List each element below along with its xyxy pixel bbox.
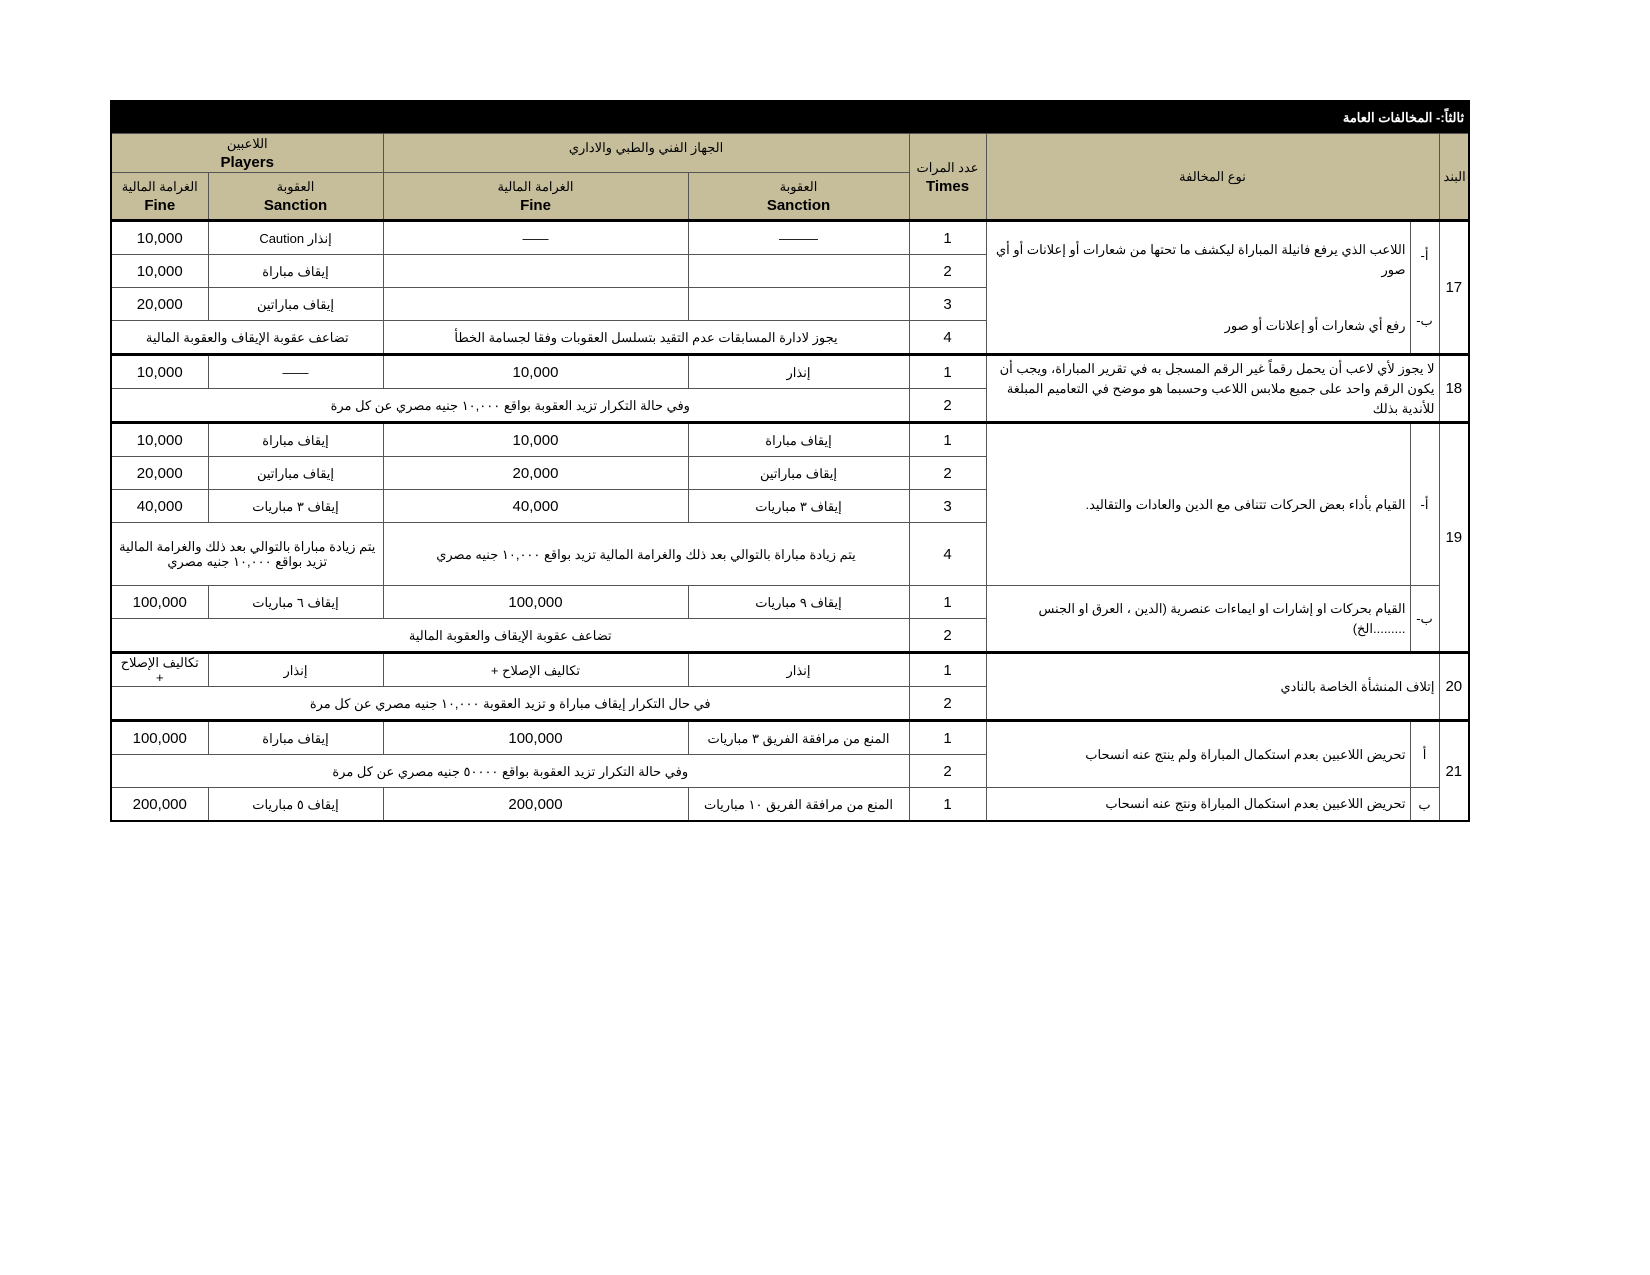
times: 4 bbox=[909, 523, 986, 586]
players-sanction: إيقاف مباراة bbox=[208, 423, 383, 457]
times: 3 bbox=[909, 490, 986, 523]
sub-letter: أ bbox=[1410, 721, 1439, 788]
sub-letter: ب- bbox=[1410, 586, 1439, 653]
item-number: 20 bbox=[1439, 653, 1469, 721]
players-fine: 100,000 bbox=[111, 721, 208, 755]
item-number: 21 bbox=[1439, 721, 1469, 822]
players-sanction: إيقاف ٥ مباريات bbox=[208, 788, 383, 822]
staff-fine: —— bbox=[383, 221, 688, 255]
staff-fine: 100,000 bbox=[383, 721, 688, 755]
violation-21b: تحريض اللاعبين بعدم استكمال المباراة ونتج عنه انسحاب bbox=[986, 788, 1410, 822]
times: 1 bbox=[909, 423, 986, 457]
times: 1 bbox=[909, 221, 986, 255]
players-fine: 10,000 bbox=[111, 255, 208, 288]
violation-19b: القيام بحركات او إشارات او ايماءات عنصرية (الدين ، العرق او الجنس .........الخ) bbox=[986, 586, 1410, 653]
players-sanction: —— bbox=[208, 355, 383, 389]
players-sanction: إيقاف ٦ مباريات bbox=[208, 586, 383, 619]
players-fine: 20,000 bbox=[111, 288, 208, 321]
violation-19a: القيام بأداء بعض الحركات تتنافى مع الدين والعادات والتقاليد. bbox=[986, 423, 1410, 586]
players-sanction: إيقاف مباراة bbox=[208, 721, 383, 755]
staff-fine bbox=[383, 288, 688, 321]
times: 2 bbox=[909, 389, 986, 423]
staff-sanction: إيقاف ٣ مباريات bbox=[688, 490, 909, 523]
sub-letter: أ- bbox=[1410, 423, 1439, 586]
players-fine: 200,000 bbox=[111, 788, 208, 822]
item-number: 17 bbox=[1439, 221, 1469, 355]
players-sanction: إيقاف مباراة bbox=[208, 255, 383, 288]
players-fine: 40,000 bbox=[111, 490, 208, 523]
players-fine: 10,000 bbox=[111, 221, 208, 255]
section-title: ثالثاً:- المخالفات العامة bbox=[111, 101, 1469, 134]
times: 3 bbox=[909, 288, 986, 321]
staff-sanction: إيقاف مباراة bbox=[688, 423, 909, 457]
players-fine: 100,000 bbox=[111, 586, 208, 619]
repeat-note: تضاعف عقوبة الإيقاف والعقوبة المالية bbox=[111, 619, 909, 653]
violation-21a: تحريض اللاعبين بعدم استكمال المباراة ولم ينتج عنه انسحاب bbox=[986, 721, 1410, 788]
staff-sanction: المنع من مرافقة الفريق ١٠ مباريات bbox=[688, 788, 909, 822]
staff-sanction bbox=[688, 288, 909, 321]
players-sanction: إنذار Caution bbox=[208, 221, 383, 255]
repeat-note: وفي حالة التكرار تزيد العقوبة بواقع ٥٠٠٠٠ جنيه مصري عن كل مرة bbox=[111, 755, 909, 788]
violation-18: لا يجوز لأي لاعب أن يحمل رقماً غير الرقم المسجل به في تقرير المباراة، ويجب أن يكون الرقم واحد على جميع ملابس اللاعب وحسبما هو موضح في التعاميم المبلغة للأندية بذلك bbox=[986, 355, 1439, 423]
repeat-note: في حال التكرار إيقاف مباراة و تزيد العقوبة ١٠,٠٠٠ جنيه مصري عن كل مرة bbox=[111, 687, 909, 721]
staff-fine: 40,000 bbox=[383, 490, 688, 523]
staff-fine bbox=[383, 255, 688, 288]
players-fine: 10,000 bbox=[111, 355, 208, 389]
staff-header: الجهاز الفني والطبي والاداري bbox=[383, 134, 909, 173]
times: 1 bbox=[909, 721, 986, 755]
item-number: 19 bbox=[1439, 423, 1469, 653]
table-row bbox=[111, 221, 1469, 255]
item-number: 18 bbox=[1439, 355, 1469, 423]
players-sanction: إيقاف مباراتين bbox=[208, 457, 383, 490]
staff-sanction bbox=[688, 255, 909, 288]
staff-fine: 20,000 bbox=[383, 457, 688, 490]
staff-fine: 10,000 bbox=[383, 355, 688, 389]
item-header: البند bbox=[1439, 134, 1469, 221]
players-sanction: إنذار bbox=[208, 653, 383, 687]
staff-sanction: إنذار bbox=[688, 355, 909, 389]
table-row bbox=[111, 653, 1469, 687]
violations-table bbox=[110, 100, 1470, 822]
times: 1 bbox=[909, 355, 986, 389]
players-fine-header: الغرامة المالية Fine bbox=[111, 173, 208, 221]
table-row bbox=[111, 423, 1469, 457]
players-note: تضاعف عقوبة الإيقاف والعقوبة المالية bbox=[111, 321, 383, 355]
violation-17: اللاعب الذي يرفع فانيلة المباراة ليكشف ما تحتها من شعارات أو إعلانات أو أي صور رفع أي شعارات أو إعلانات أو صور bbox=[986, 221, 1410, 355]
times: 1 bbox=[909, 586, 986, 619]
staff-fine: 200,000 bbox=[383, 788, 688, 822]
players-header: اللاعبين Players bbox=[111, 134, 383, 173]
times: 2 bbox=[909, 255, 986, 288]
staff-fine: 10,000 bbox=[383, 423, 688, 457]
players-note: يتم زيادة مباراة بالتوالي بعد ذلك والغرامة المالية تزيد بواقع ١٠,٠٠٠ جنيه مصري bbox=[111, 523, 383, 586]
staff-sanction: المنع من مرافقة الفريق ٣ مباريات bbox=[688, 721, 909, 755]
sub-letters-17: أ- ب- bbox=[1410, 221, 1439, 355]
players-fine: 20,000 bbox=[111, 457, 208, 490]
table-row bbox=[111, 788, 1469, 822]
times: 2 bbox=[909, 687, 986, 721]
times-header: عدد المرات Times bbox=[909, 134, 986, 221]
staff-sanction-header: العقوبة Sanction bbox=[688, 173, 909, 221]
table-row bbox=[111, 586, 1469, 619]
players-fine: 10,000 bbox=[111, 423, 208, 457]
violation-header: نوع المخالفة bbox=[986, 134, 1439, 221]
times: 4 bbox=[909, 321, 986, 355]
table-row bbox=[111, 355, 1469, 389]
staff-sanction: إنذار bbox=[688, 653, 909, 687]
table-row bbox=[111, 721, 1469, 755]
staff-sanction: إيقاف مباراتين bbox=[688, 457, 909, 490]
sub-letter: ب bbox=[1410, 788, 1439, 822]
staff-note: يجوز لادارة المسابقات عدم التقيد بتسلسل العقوبات وفقا لجسامة الخطأ bbox=[383, 321, 909, 355]
players-sanction: إيقاف ٣ مباريات bbox=[208, 490, 383, 523]
players-sanction: إيقاف مباراتين bbox=[208, 288, 383, 321]
staff-sanction: إيقاف ٩ مباريات bbox=[688, 586, 909, 619]
players-fine: تكاليف الإصلاح + bbox=[111, 653, 208, 687]
staff-fine: 100,000 bbox=[383, 586, 688, 619]
staff-fine-header: الغرامة المالية Fine bbox=[383, 173, 688, 221]
violation-20: إتلاف المنشأة الخاصة بالنادي bbox=[986, 653, 1439, 721]
times: 2 bbox=[909, 457, 986, 490]
repeat-note: وفي حالة التكرار تزيد العقوبة بواقع ١٠,٠٠٠ جنيه مصري عن كل مرة bbox=[111, 389, 909, 423]
players-sanction-header: العقوبة Sanction bbox=[208, 173, 383, 221]
staff-fine: تكاليف الإصلاح + bbox=[383, 653, 688, 687]
times: 1 bbox=[909, 788, 986, 822]
times: 2 bbox=[909, 755, 986, 788]
times: 1 bbox=[909, 653, 986, 687]
staff-sanction: ——— bbox=[688, 221, 909, 255]
times: 2 bbox=[909, 619, 986, 653]
staff-note: يتم زيادة مباراة بالتوالي بعد ذلك والغرامة المالية تزيد بواقع ١٠,٠٠٠ جنيه مصري bbox=[383, 523, 909, 586]
